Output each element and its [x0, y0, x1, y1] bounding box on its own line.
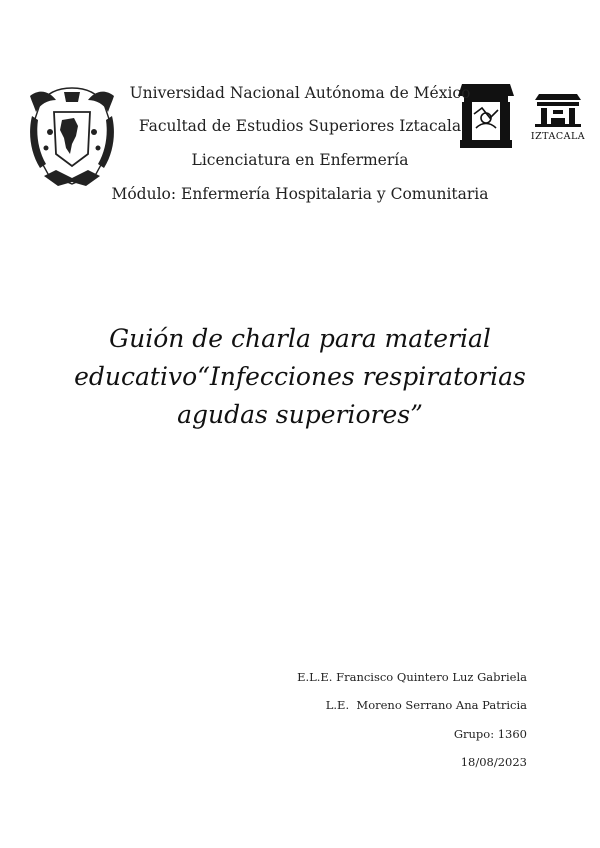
- iztacala-logo-text: IZTACALA: [530, 131, 586, 142]
- group-number: Grupo: 1360: [453, 727, 527, 741]
- title-line-3: agudas superiores”: [177, 400, 423, 429]
- title-line-2: educativo“Infecciones respiratorias: [74, 362, 526, 391]
- document-date: 18/08/2023: [460, 755, 527, 769]
- author-2: L.E. Moreno Serrano Ana Patricia: [325, 698, 527, 712]
- degree-name: Licenciatura en Enfermería: [191, 151, 409, 169]
- author-1: E.L.E. Francisco Quintero Luz Gabriela: [297, 670, 527, 684]
- module-name: Módulo: Enfermería Hospitalaria y Comunitaria: [111, 185, 489, 203]
- university-name: Universidad Nacional Autónoma de México: [129, 84, 471, 102]
- faculty-name: Facultad de Estudios Superiores Iztacala: [138, 117, 462, 135]
- document-title: [60, 320, 540, 434]
- title-line-1: Guión de charla para material: [109, 324, 491, 353]
